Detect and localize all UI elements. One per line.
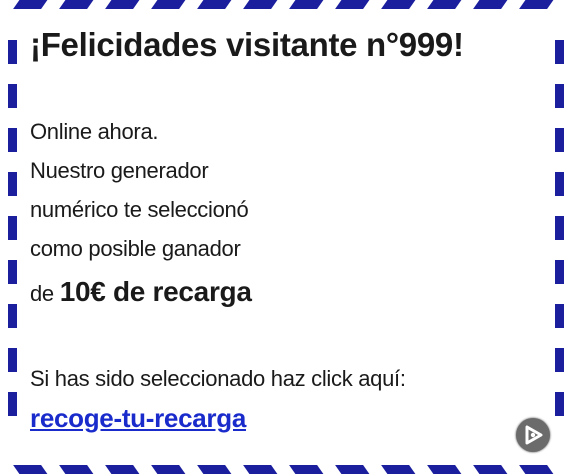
border-stripe (197, 465, 235, 474)
border-stripe (13, 465, 51, 474)
border-stripe (473, 465, 511, 474)
border-stripe (8, 40, 17, 64)
body-line-1: Online ahora. (30, 119, 159, 144)
border-stripe (555, 348, 564, 372)
border-stripe (427, 0, 465, 9)
border-stripe (555, 216, 564, 240)
prize-prefix: de (30, 281, 54, 306)
border-stripe (8, 348, 17, 372)
prize-amount: 10€ de recarga (59, 276, 252, 307)
border-stripe (105, 465, 143, 474)
body-line-3: numérico te seleccionó (30, 197, 249, 222)
border-stripe (519, 0, 557, 9)
border-stripe (243, 465, 281, 474)
border-stripe (427, 465, 465, 474)
border-stripe (473, 0, 511, 9)
border-stripe (555, 392, 564, 416)
border-stripe (8, 260, 17, 284)
border-stripe (8, 392, 17, 416)
ad-body (30, 112, 252, 313)
border-stripe (13, 0, 51, 9)
border-stripe (8, 84, 17, 108)
border-stripe (8, 304, 17, 328)
body-line-4: como posible ganador (30, 236, 241, 261)
border-stripe (8, 172, 17, 196)
border-stripe (381, 0, 419, 9)
cta-text: Si has sido seleccionado haz click aquí: (30, 366, 406, 391)
border-stripe (59, 465, 97, 474)
prize-line (30, 272, 252, 313)
border-stripe (335, 465, 373, 474)
border-stripe (381, 465, 419, 474)
border-stripe (555, 128, 564, 152)
border-stripe (519, 465, 557, 474)
border-stripe (8, 128, 17, 152)
claim-recharge-link[interactable]: recoge-tu-recarga (30, 403, 246, 433)
border-stripe (151, 465, 189, 474)
border-stripe (289, 0, 327, 9)
border-stripe (289, 465, 327, 474)
border-stripe (8, 216, 17, 240)
border-stripe (151, 0, 189, 9)
body-line-2: Nuestro generador (30, 158, 209, 183)
border-stripe (243, 0, 281, 9)
border-stripe (555, 260, 564, 284)
border-stripe (335, 0, 373, 9)
border-stripe (555, 304, 564, 328)
border-stripe (555, 172, 564, 196)
border-stripe (59, 0, 97, 9)
headline: ¡Felicidades visitante n°999! (30, 26, 464, 63)
border-stripe (555, 40, 564, 64)
border-stripe (105, 0, 143, 9)
border-stripe (555, 84, 564, 108)
adchoices-icon[interactable] (516, 418, 550, 452)
border-stripe (197, 0, 235, 9)
